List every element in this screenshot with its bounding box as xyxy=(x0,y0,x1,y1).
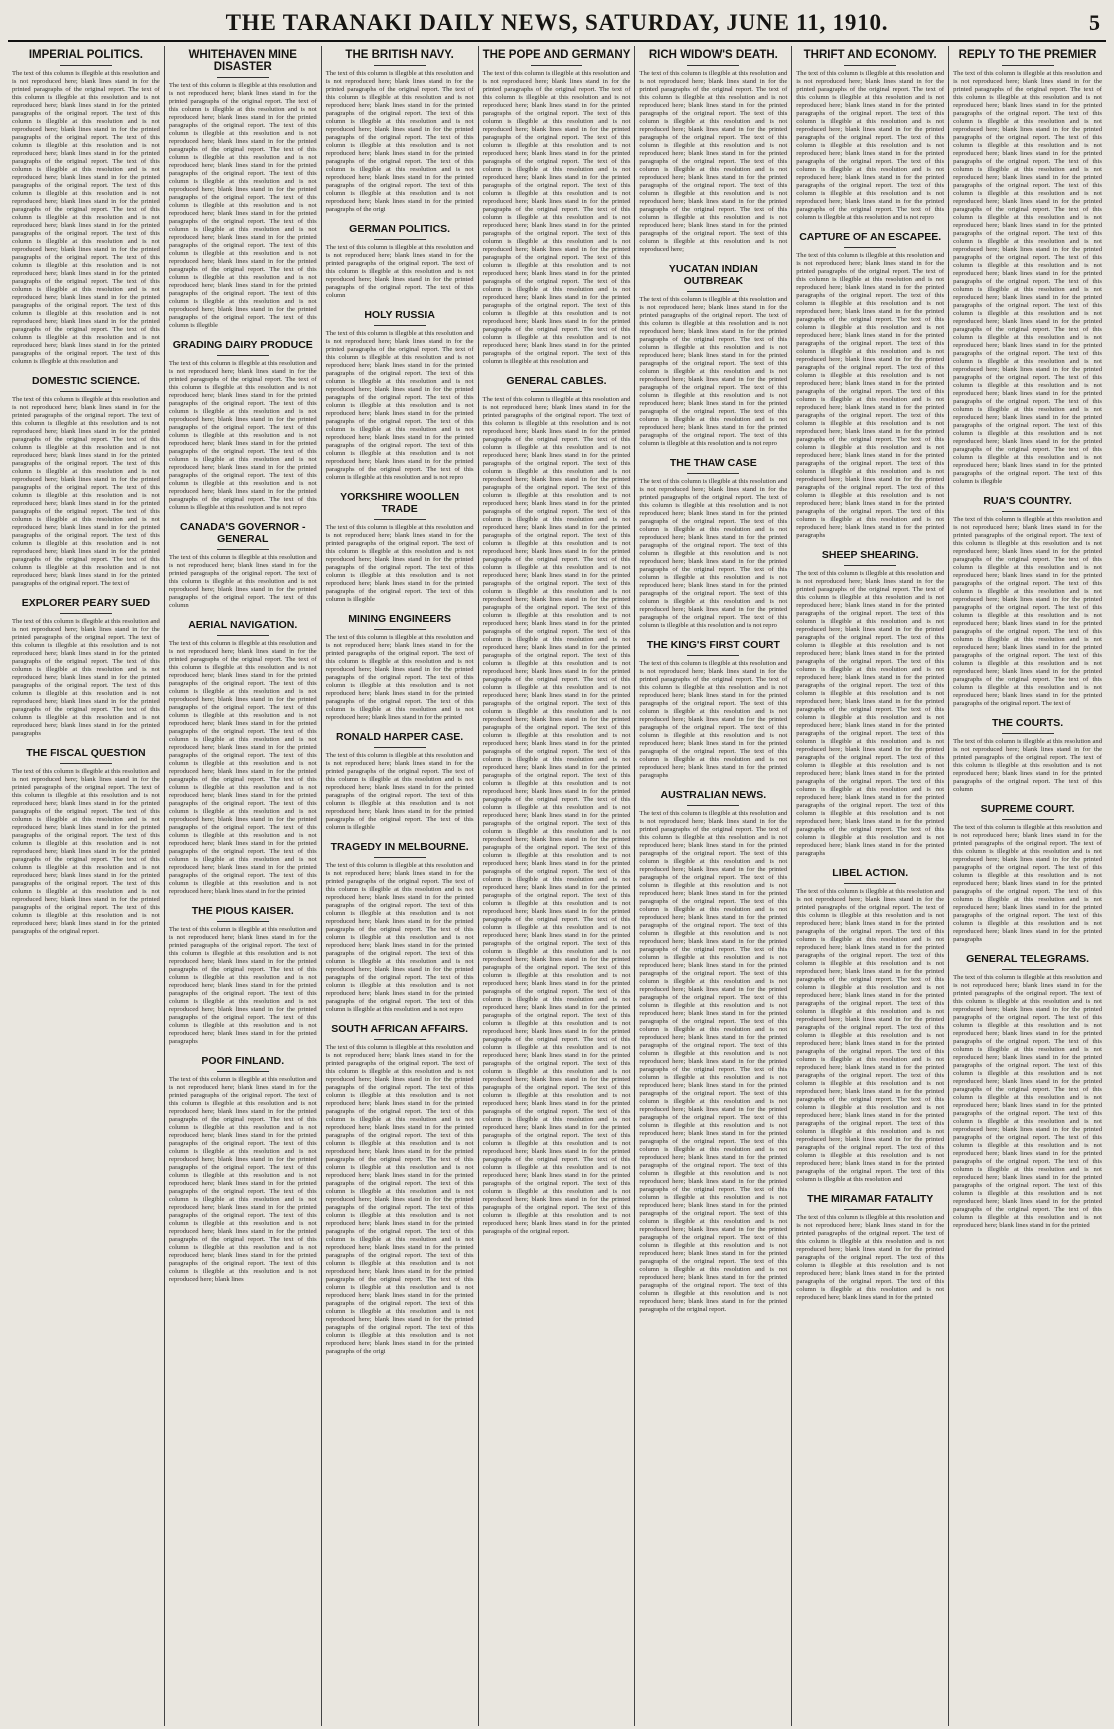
headline-rule xyxy=(844,883,896,884)
column-5 xyxy=(635,46,792,1726)
article xyxy=(169,521,317,610)
headline-rule xyxy=(687,291,739,292)
column-2 xyxy=(165,46,322,1726)
headline-rule xyxy=(374,325,426,326)
article xyxy=(326,731,474,832)
column-4 xyxy=(479,46,636,1726)
headline-rule xyxy=(1002,969,1054,970)
article-body-placeholder: The text of this column is illegible at this resolution and is not reproduced here; blank lines stand in for the printed paragraphs of the original report. The text of this column is illegible at this resolution and is not reproduced here; blank lines stand in for the printed paragraphs of the original report. The text of this column is illegible at this resolution and is not reproduced here; blank lines stand in for the printed paragraphs of the original report. The text of this column is illegible at this resolution and is not reproduced here; blank lines stand in for the printed paragraphs of the original report. The text of this column is illegible at this resolution and is not reproduced here; blank lines stand in for the printed paragraphs of the original report. The text of this column is illegible at this resolution and is not reproduced here; blank lines stand in for the printed paragraphs of the original report. The text of this column is illegible at this resolution and is not reproduced here; blank lines stand in for the printed paragraphs of the original report. The text of this column is illegible at this resolution and is not reproduced here; blank lines stand in for the printed paragraphs of the original report. The text of this column is illegible at this resolution and is not reproduced here; blank lines stand in for the printed paragraphs of the original report. The text of this column is illegible at this resolution and is not reproduced here; blank lines stand in for the printed paragraphs of the original report. The text of this column is illegible xyxy=(168,82,317,329)
article-headline: WHITEHAVEN MINE DISASTER xyxy=(188,49,297,73)
headline-rule xyxy=(374,519,426,520)
headline-rule xyxy=(374,629,426,630)
article-headline: IMPERIAL POLITICS. xyxy=(28,49,143,61)
headline-rule xyxy=(217,921,269,922)
article xyxy=(12,375,160,588)
article-headline: LIBEL ACTION. xyxy=(832,867,909,879)
headline-rule xyxy=(374,1039,426,1040)
article xyxy=(12,49,160,366)
article-body-placeholder: The text of this column is illegible at this resolution and is not reproduced here; blank lines stand in for the printed paragraphs of the original report. The text of this column is illegible at this resolution and is not reproduced here; blank lines stand in for the printed paragraphs of the original report. The text of this column is illegible at this resolution and is not reproduced here; blank lines stand in for the printed paragraphs of the original report. The text of this column is illegible at this resolution and is not reproduced here; blank lines stand in for the printed paragraphs of the original report. The text of this column is illegible at this resolution and is not reproduced here; blank lines stand in for the printed paragraphs of the original report. The text of this column is illegible at this resolution and is not reproduced here; blank lines stand in for the printed paragraphs of the original report. The text of this column is illegible at this resolution and is not repro xyxy=(325,330,474,481)
article xyxy=(326,1023,474,1356)
article-headline: EXPLORER PEARY SUED xyxy=(21,597,151,609)
article xyxy=(953,495,1102,708)
headline-rule xyxy=(1002,65,1054,66)
article-body-placeholder: The text of this column is illegible at this resolution and is not reproduced here; blank lines stand in for the printed paragraphs of the original report. The text of this column is illegible at this resolution and is not reproduced here; blank lines stand in for the printed paragraphs of the original report. The text of this column xyxy=(168,554,317,609)
headline-rule xyxy=(687,65,739,66)
article-headline: GENERAL CABLES. xyxy=(506,375,607,387)
article-body-placeholder: The text of this column is illegible at this resolution and is not reproduced here; blank lines stand in for the printed paragraphs of the original report. The text of this column is illegible at this resolution and is not reproduced here; blank lines stand in for the printed paragraphs of the original report. The text of this column is illegible at this resolution and is not reproduced here; blank lines stand in for the printed paragraphs of the original report. The text of this column is illegible at this resolution and is not reproduced here; blank lines stand in for the printed xyxy=(325,634,474,721)
headline-rule xyxy=(60,391,112,392)
article xyxy=(483,49,631,366)
article-headline: THE MIRAMAR FATALITY xyxy=(807,1193,934,1205)
column-7 xyxy=(949,46,1106,1726)
article xyxy=(169,619,317,896)
article-headline: AUSTRALIAN NEWS. xyxy=(660,789,767,801)
headline-rule xyxy=(60,763,112,764)
article xyxy=(326,309,474,482)
article-headline: GRADING DAIRY PRODUCE xyxy=(172,339,313,351)
article xyxy=(12,747,160,936)
headline-rule xyxy=(374,239,426,240)
article-headline: CANADA'S GOVERNOR - GENERAL xyxy=(179,521,306,545)
article xyxy=(326,613,474,722)
article xyxy=(639,639,787,780)
article xyxy=(639,457,787,630)
headline-rule xyxy=(217,355,269,356)
article xyxy=(796,1193,944,1302)
article-body-placeholder: The text of this column is illegible at this resolution and is not reproduced here; blank lines stand in for the printed paragraphs of the original report. The text of this column is illegible at this resolution and is not reproduced here; blank lines stand in for the printed paragraphs of the original report. The text of this column is illegible at this resolution and is not reproduced here; blank lines stand in for the printed paragraphs of the original report. The text of this column is illegible at this resolution and is not reproduced here; blank lines stand in for the printed paragraphs of the original report. The text of this column is illegible at this resolution and is not reproduced here; blank lines stand in for the printed paragraphs of the original report. The text of this column is illegible at this resolution and is not reproduced here; blank lines stand in for the printed paragraphs of the original report. The text of this column is illegible at this resolution and is not reproduced here; blank lines stand in for the printed paragraphs of the original report. The text of this column is illegible at this resolution and is not reproduced here; blank lines stand in for the printed paragraphs of the original report. The text of this column is illegible at this resolution and is not reproduced here; blank lines stand in for the printed paragraphs of the original report. The text of this column is illegible at this resolution and is not reproduced here; blank lines stand in for the printed paragraphs of the original report. The text of this column is illegible at this resolution and is not reproduced here; blank lines stand in for the printed xyxy=(953,974,1102,1229)
article-body-placeholder: The text of this column is illegible at this resolution and is not reproduced here; blank lines stand in for the printed paragraphs of the original report. The text of this column is illegible at this resolution and is not reproduced here; blank lines stand in for the printed paragraphs of the original report. The text of this column is illegible at this resolution and is not reproduced here; blank lines stand in for the printed paragraphs of the original report. The text of this column is illegible at this resolution and is not reproduced here; blank lines stand in for the printed paragraphs of the original report. The text of this column is illegible at this resolution and is not reproduced here; blank lines stand in for the printed paragraphs xyxy=(12,618,160,737)
headline-rule xyxy=(217,549,269,550)
headline-rule xyxy=(531,391,583,392)
article-headline: MINING ENGINEERS xyxy=(348,613,451,625)
article-headline: THE COURTS. xyxy=(991,717,1064,729)
article-headline: RUA'S COUNTRY. xyxy=(983,495,1072,507)
headline-rule xyxy=(844,247,896,248)
article-headline: GERMAN POLITICS. xyxy=(349,223,451,235)
page-number: 5 xyxy=(1089,10,1100,35)
article-headline: SUPREME COURT. xyxy=(980,803,1075,815)
article-body-placeholder: The text of this column is illegible at this resolution and is not reproduced here; blank lines stand in for the printed paragraphs of the original report. The text of this column is illegible at this resolution and is not reproduced here; blank lines stand in for the printed paragraphs of the original report. The text of this column is illegible at this resolution and is not reproduced here; blank lines stand in for the printed paragraphs of the original report. The text of this column is illegible at this resolution and is not reproduced here; blank lines stand in for the printed paragraphs of the original report. The text of this column is illegible at this resolution and is not reproduced here; blank lines stand in for the printed paragraphs of the original report. The text of this column is illegible at this resolution and is not reproduced here; blank lines stand in for the printed paragraphs of the original report. The text of this column is illegible at this resolution and is not reproduced here; blank lines stand in for the printed paragraphs of the original report. The text of this column is illegible at this resolution and is not reproduced here; blank lines stand in for the printed paragraphs of the original report. The text of xyxy=(12,396,160,587)
article-body-placeholder: The text of this column is illegible at this resolution and is not reproduced here; blank lines stand in for the printed paragraphs of the original report. The text of this column is illegible at this resolution and is not reproduced here; blank lines stand in for the printed paragraphs of the original report. The text of this column is illegible at this resolution and is not reproduced here; blank lines stand in for the printed paragraphs of the original report. The text of this column is illegible at this resolution and is not reproduced here; blank lines stand in for the printed paragraphs of the original report. The text of this column is illegible at this resolution and is not reproduced here; blank lines stand in for the printed paragraphs xyxy=(168,926,317,1045)
article-body-placeholder: The text of this column is illegible at this resolution and is not reproduced here; blank lines stand in for the printed paragraphs of the original report. The text of this column is illegible at this resolution and is not reproduced here; blank lines stand in for the printed paragraphs of the original report. The text of this column xyxy=(325,244,474,299)
article-body-placeholder: The text of this column is illegible at this resolution and is not reproduced here; blank lines stand in for the printed paragraphs of the original report. The text of this column is illegible at this resolution and is not reproduced here; blank lines stand in for the printed paragraphs of the original report. The text of this column is illegible at this resolution and is not reproduced here; blank lines stand in for the printed paragraphs of the original report. The text of this column is illegible at this resolution and is not reproduced here; blank lines stand in for the printed paragraphs of the original report. The text of this column is illegible at this resolution and is not reproduced here; blank lines stand in for the printed paragraphs of the original report. The text of this column is illegible at this resolution and is not reproduced here; blank lines stand in for the printed paragraphs of the original report. The text of this column is illegible at this resolution and is not repro xyxy=(325,862,474,1013)
article xyxy=(953,803,1102,944)
headline-rule xyxy=(60,613,112,614)
article xyxy=(639,263,787,448)
article-headline: SOUTH AFRICAN AFFAIRS. xyxy=(331,1023,469,1035)
article-headline: GENERAL TELEGRAMS. xyxy=(966,953,1090,965)
article-headline: THE BRITISH NAVY. xyxy=(345,49,454,61)
article-body-placeholder: The text of this column is illegible at this resolution and is not reproduced here; blank lines stand in for the printed paragraphs of the original report. The text of this column is illegible at this resolution and is not reproduced here; blank lines stand in for the printed paragraphs of the original report. The text of this column is illegible at this resolution and is not reproduced here; blank lines stand in for the printed paragraphs of the original report. The text of this column is illegible at this resolution and is not reproduced here; blank lines stand in for the printed xyxy=(796,1214,945,1301)
article-body-placeholder: The text of this column is illegible at this resolution and is not reproduced here; blank lines stand in for the printed paragraphs of the original report. The text of this column is illegible at this resolution and is not reproduced here; blank lines stand in for the printed paragraphs of the original report. The text of this column is illegible at this resolution and is not reproduced here; blank lines stand in for the printed paragraphs of the original report. The text of this column is illegible at this resolution and is not reproduced here; blank lines stand in for the printed paragraphs of the original report. The text of this column is illegible at this resolution and is not reproduced here; blank lines stand in for the printed paragraphs of the original report. The text of this column is illegible at this resolution and is not reproduced here; blank lines stand in for the printed paragraphs of the original report. The text of this column is illegible at this resolution and is not reproduced here; blank lines stand in for the printed paragraphs of the original report. The text of this column is illegible at this resolution and is not reproduced here; blank lines stand in for the printed paragraphs of the original report. The text of this column is illegible at this resolution and is not reproduced here; blank lines stand in for the printed paragraphs of the original report. The text of this column is illegible at this resolution and is not reproduced here; blank lines stand in for the printed paragraphs of the original report. The text of this column is illegible at this resolution and is not reproduced here; blank lines stand in for the printed paragraphs of the original report. The text of this column is illegible at this resolution and is not reproduced here; blank lines stand in for the printed paragraphs xyxy=(796,570,945,857)
article-headline: RICH WIDOW'S DEATH. xyxy=(648,49,778,61)
column-grid xyxy=(8,46,1106,1726)
headline-rule xyxy=(687,473,739,474)
column-6 xyxy=(792,46,949,1726)
article xyxy=(169,1055,317,1284)
headline-rule xyxy=(374,65,426,66)
headline-rule xyxy=(687,805,739,806)
article xyxy=(326,49,474,214)
article xyxy=(12,597,160,738)
article-headline: SHEEP SHEARING. xyxy=(821,549,919,561)
article-body-placeholder: The text of this column is illegible at this resolution and is not reproduced here; blank lines stand in for the printed paragraphs of the original report. The text of this column is illegible at this resolution and is not reproduced here; blank lines stand in for the printed paragraphs of the original report. The text of this column is illegible at this resolution and is not reproduced here; blank lines stand in for the printed paragraphs of the original report. The text of this column is illegible at this resolution and is not reproduced here; blank lines stand in for the printed paragraphs of the original report. The text of this column is illegible at this resolution and is not reproduced here; blank lines stand in for the printed paragraphs of the original report. The text of this column is illegible at this resolution and is not reproduced here; blank lines stand in for the printed paragraphs of the original report. The text of this column is illegible at this resolution and is not repro xyxy=(168,360,317,511)
article xyxy=(953,953,1102,1230)
article-body-placeholder: The text of this column is illegible at this resolution and is not reproduced here; blank lines stand in for the printed paragraphs of the original report. The text of this column is illegible at this resolution and is not reproduced here; blank lines stand in for the printed paragraphs of the original report. The text of this column is illegible at this resolution and is not reproduced here; blank lines stand in for the printed paragraphs of the original report. The text of this column is illegible at this resolution and is not reproduced here; blank lines stand in for the printed paragraphs of the original report. The text of this column is illegible at this resolution and is not reproduced here; blank lines stand in for the printed paragraphs of the original report. The text of this column is illegible at this resolution and is not reproduced here; blank lines stand in for the printed paragraphs of the original report. The text of this column is illegible at this resolution and is not reproduced here; blank lines stand in for the printed paragraphs of the original report. The text of this column is illegible at this resolution and is not reproduced here; blank lines stand in for the printed paragraphs of the original report. The text of this column is illegible at this resolution and is not reproduced here; blank lines stand in for the printed paragraphs of the original report. The text of this column is illegible at this resolution and is not reproduced here; blank lines stand in for the printed paragraphs of the original report. The text of this column is illegible at this resolution and is not reproduced here; blank lines stand in for the printed paragraphs of the original report. The text of this column is illegible at this resolution and is not reproduced here; blank lines stand in for the printed paragraphs of the original report. The text of this column is illegible at this resolution and is not reproduced here; blank lines stand in for the printed paragraphs of the origi xyxy=(325,1044,474,1355)
article xyxy=(169,49,317,330)
article-headline: RONALD HARPER CASE. xyxy=(336,731,464,743)
headline-rule xyxy=(217,1071,269,1072)
article-body-placeholder: The text of this column is illegible at this resolution and is not reproduced here; blank lines stand in for the printed paragraphs of the original report. The text of this column is illegible at this resolution and is not reproduced here; blank lines stand in for the printed paragraphs of the original report. The text of this column is illegible at this resolution and is not reproduced here; blank lines stand in for the printed paragraphs of the original report. The text of this column is illegible at this resolution and is not reproduced here; blank lines stand in for the printed paragraphs of the original report. The text of this column is illegible at this resolution and is not reproduced here; blank lines stand in for the printed paragraphs of the original report. The text of this column is illegible at this resolution and is not reproduced here; blank lines stand in for the printed paragraphs of the original report. The text of this column is illegible at this resolution and is not reproduced here; blank lines stand in for the printed paragraphs of the original report. The text of this column is illegible at this resolution and is not reproduced here; blank lines stand in for the printed paragraphs of the original report. The text of this column is illegible at this resolution and is not reproduced here; blank lines stand in for the printed paragraphs of the original report. The text of this column is illegible at this resolution and is not reproduced here; blank lines stand in for the printed paragraphs of the original report. The text of this column is illegible at this resolution and is not reproduced here; blank lines stand in for the printed paragraphs of the original report. The text of this column is illegible at this resolution and is not reproduced here; blank lines stand in for the printed paragraphs xyxy=(796,252,945,539)
headline-rule xyxy=(60,65,112,66)
article-headline: HOLY RUSSIA xyxy=(364,309,435,321)
article-body-placeholder: The text of this column is illegible at this resolution and is not reproduced here; blank lines stand in for the printed paragraphs of the original report. The text of this column is illegible at this resolution and is not reproduced here; blank lines stand in for the printed paragraphs of the original report. The text of this column is illegible at this resolution and is not reproduced here; blank lines stand in for the printed paragraphs of the original report. The text of this column is illegible at this resolution and is not reproduced here; blank lines stand in for the printed paragraphs of the original report. The text of this column is illegible at this resolution and is not reproduced here; blank lines stand in for the printed paragraphs of the original report. The text of this column is illegible at this resolution and is not reproduced here; blank lines stand in for the printed paragraphs of the original report. The text of this column is illegible at this resolution and is not reproduced here; blank lines stand in for the printed paragraphs of the original report. The text of this column is illegible at this resolution and is not reproduced here; blank lines stand in for the printed paragraphs of the original report. The text of this column is illegible at this resolution and is not reproduced here; blank lines stand in for the printed paragraphs of the original report. The text of this column is illegible at this resolution and is not reproduced here; blank lines stand in for the printed paragraphs of the original report. The text of this column is illegible at this resolution and is not reproduced here; blank lines stand in for the printed paragraphs of the original report. The text of this column is illegible at this resolution and is not reproduced here; blank lines stand in for the printed paragraphs of the original report. The text of this column is illegible at this resolution and xyxy=(12,70,160,365)
article-body-placeholder: The text of this column is illegible at this resolution and is not reproduced here; blank lines stand in for the printed paragraphs of the original report. The text of this column is illegible at this resolution and is not reproduced here; blank lines stand in for the printed paragraphs of the original report. The text of this column is illegible at this resolution and is not reproduced here; blank lines stand in for the printed paragraphs of the original report. The text of this column is illegible at this resolution and is not reproduced here; blank lines stand in for the printed paragraphs of the original report. The text of this column is illegible at this resolution and is not reproduced here; blank lines stand in for the printed paragraphs of the original report. The text of this column is illegible at this resolution and is not reproduced here; blank lines stand in for the printed paragraphs of the original report. The text of this column is illegible at this resolution and is not reproduced here; blank lines stand in for the printed paragraphs of the original report. The text of this column is illegible at this resolution and is not reproduced here; blank lines stand in for the printed paragraphs of the original report. The text of this column is illegible at this resolution and is not reproduced here; blank lines xyxy=(168,1076,317,1283)
headline-rule xyxy=(1002,511,1054,512)
article-body-placeholder: The text of this column is illegible at this resolution and is not reproduced here; blank lines stand in for the printed paragraphs of the original report. The text of this column is illegible at this resolution and is not reproduced here; blank lines stand in for the printed paragraphs of the original report. The text of this column is illegible at this resolution and is not reproduced here; blank lines stand in for the printed paragraphs of the original report. The text of this column is illegible at this resolution and is not reproduced here; blank lines stand in for the printed paragraphs of the original report. The text of this column is illegible at this resolution and is not reproduced here; blank lines stand in for the printed paragraphs of the original report. The text of this column is illegible at this resolution and is not reproduced here; blank lines stand in for the printed paragraphs of the original report. The text of this column is illegible at this resolution and is not reproduced here; blank lines stand in for the printed paragraphs of the original report. The text of this column is illegible at this resolution and is not reproduced here; blank lines stand in for the printed paragraphs of the original report. The text of xyxy=(953,516,1102,707)
headline-rule xyxy=(531,65,583,66)
article-body-placeholder: The text of this column is illegible at this resolution and is not reproduced here; blank lines stand in for the printed paragraphs of the original report. The text of this column is illegible at this resolution and is not reproduced here; blank lines stand in for the printed paragraphs of the original report. The text of this column is illegible at this resolution and is not reproduced here; blank lines stand in for the printed paragraphs of the original report. The text of this column is illegible xyxy=(325,524,474,603)
article xyxy=(796,49,944,222)
article-body-placeholder: The text of this column is illegible at this resolution and is not reproduced here; blank lines stand in for the printed paragraphs of the original report. The text of this column is illegible at this resolution and is not reproduced here; blank lines stand in for the printed paragraphs of the original report. The text of this column is illegible at this resolution and is not reproduced here; blank lines stand in for the printed paragraphs of the original report. The text of this column is illegible at this resolution and is not reproduced here; blank lines stand in for the printed paragraphs of the original report. The text of this column is illegible at this resolution and is not reproduced here; blank lines stand in for the printed paragraphs xyxy=(953,824,1102,943)
article-body-placeholder: The text of this column is illegible at this resolution and is not reproduced here; blank lines stand in for the printed paragraphs of the original report. The text of this column is illegible at this resolution and is not reproduced here; blank lines stand in for the printed paragraphs of the original report. The text of this column is illegible at this resolution and is not reproduced here; blank lines stand in for the printed paragraphs of the original report. The text of this column is illegible at this resolution and is not reproduced here; blank lines stand in for the printed paragraphs of the original report. The text of this column is illegible at this resolution and is not reproduced here; blank lines stand in for the printed paragraphs of the original report. The text of this column is illegible at this resolution and is not reproduced here; blank lines stand in for the printed paragraphs of the original report. The text of this column is illegible at this resolution and is not reproduced here; blank lines stand in for the printed paragraphs of the original report. xyxy=(12,768,160,935)
article-body-placeholder: The text of this column is illegible at this resolution and is not reproduced here; blank lines stand in for the printed paragraphs of the original report. The text of this column is illegible at this resolution and is not reproduced here; blank lines stand in for the printed paragraphs of the original report. The text of this column is illegible at this resolution and is not reproduced here; blank lines stand in for the printed paragraphs of the original report. The text of this column is illegible at this resolution and is not reproduced here; blank lines stand in for the printed paragraphs of the original report. The text of this column is illegible at this resolution and is not reproduced here; blank lines stand in for the printed paragraphs of the original report. The text of this column is illegible at this resolution and is not reproduced here; blank lines stand in for the printed paragraphs of the original report. The text of this column is illegible at this resolution and is not reproduced here; blank lines stand in for the printed paragraphs of the original report. The text of this column is illegible at this resolution and is not reproduced here; blank lines stand in for the printed paragraphs of the original report. The text of this column is illegible at this resolution and is not reproduced here; blank lines stand in for the printed paragraphs of the original report. The text of this column is illegible at this resolution and is not reproduced here; blank lines stand in for the printed paragraphs of the original report. The text of this column is illegible at this resolution and is not reproduced here; blank lines stand in for the printed paragraphs of the original report. The text of this column is illegible at this resolution and is not reproduced here; blank lines stand in for the printed paragraphs of the original report. The text of this column is illegible at this resolution and is not reproduced here; blank lines stand in for the printed paragraphs of the original report. The text of this column is illegible at this resolution and is not reproduced here; blank lines stand in for the printed paragraphs of the original report. The text of this column is illegible at this resolution and is not reproduced here; blank lines stand in for the printed paragraphs of the original report. The text of this column is illegible at this resolution and is not reproduced here; blank lines stand in for the printed paragraphs of the original report. The text of this column is illegible at this resolution and is not reproduced here; blank lines stand in for the printed paragraphs of the original report. The text of this column is illegible at this resolution and is not reproduced here; blank lines stand in for the printed paragraphs of the original report. The text of this column is illegible at this resolution and is not reproduced here; blank lines stand in for the printed paragraphs of the original report. The text of this column is illegible at this resolution and is not reproduced here; blank lines stand in for the printed paragraphs of the original report. The text of this column is illegible at this resolution and is not reproduced here; blank lines stand in for the printed paragraphs of the original report. xyxy=(639,810,788,1313)
headline-rule xyxy=(217,77,269,78)
article xyxy=(953,49,1102,486)
article-body-placeholder: The text of this column is illegible at this resolution and is not reproduced here; blank lines stand in for the printed paragraphs of the original report. The text of this column is illegible at this resolution and is not reproduced here; blank lines stand in for the printed paragraphs of the original report. The text of this column is illegible at this resolution and is not reproduced here; blank lines stand in for the printed paragraphs of the original report. The text of this column is illegible at this resolution and is not reproduced here; blank lines stand in for the printed paragraphs of the original report. The text of this column is illegible at this resolution and is not reproduced here; blank lines stand in for the printed paragraphs of the original report. The text of this column is illegible at this resolution and is not reproduced here; blank lines stand in for the printed paragraphs of the origi xyxy=(325,70,474,213)
article-headline: YORKSHIRE WOOLLEN TRADE xyxy=(340,491,460,515)
article-body-placeholder: The text of this column is illegible at this resolution and is not reproduced here; blank lines stand in for the printed paragraphs of the original report. The text of this column is illegible at this resolution and is not reproduced here; blank lines stand in for the printed paragraphs of the original report. The text of this column is illegible at this resolution and is not reproduced here; blank lines stand in for the printed paragraphs of the original report. The text of this column is illegible xyxy=(325,752,474,831)
headline-rule xyxy=(217,635,269,636)
article-body-placeholder: The text of this column is illegible at this resolution and is not reproduced here; blank lines stand in for the printed paragraphs of the original report. The text of this column is illegible at this resolution and is not reproduced here; blank lines stand in for the printed paragraphs of the original report. The text of this column is illegible at this resolution and is not reproduced here; blank lines stand in for the printed paragraphs of the original report. The text of this column is illegible at this resolution and is not reproduced here; blank lines stand in for the printed paragraphs of the original report. The text of this column is illegible at this resolution and is not reproduced here; blank lines stand in for the printed paragraphs of the original report. The text of this column is illegible at this resolution and is not reproduced here; blank lines stand in for the printed paragraphs of the original report. The text of this column is illegible at this resolution and is not repro xyxy=(639,296,788,447)
column-3 xyxy=(322,46,479,1726)
article-body-placeholder: The text of this column is illegible at this resolution and is not reproduced here; blank lines stand in for the printed paragraphs of the original report. The text of this column is illegible at this resolution and is not reproduced here; blank lines stand in for the printed paragraphs of the original report. The text of this column is illegible at this resolution and is not reproduced here; blank lines stand in for the printed paragraphs of the original report. The text of this column is illegible at this resolution and is not reproduced here; blank lines stand in for the printed paragraphs of the original report. The text of this column is illegible at this resolution and is not reproduced here; blank lines stand in for the printed paragraphs of the original report. The text of this column is illegible at this resolution and is not reproduced here; blank lines stand in for the printed paragraphs of the original report. The text of this column is illegible at this resolution and is not reproduced here; blank lines stand in for the printed paragraphs of the original report. The text of this column is illegible at this resolution and is not reproduced here; blank lines stand in for the printed paragraphs of the original report. The text of this column is illegible at this resolution and is not reproduced here; blank lines stand in for the printed paragraphs of the original report. The text of this column is illegible at this resolution and is not reproduced here; blank lines stand in for the printed paragraphs of the original report. The text of this column is illegible at this resolution and is not reproduced here; blank lines stand in for the printed paragraphs of the original report. The text of this column is illegible at this resolution and is not reproduced here; blank lines stand in for the printed paragraphs of the original report. The text of this column is illegible at this resolution and is not reproduced here; blank lines stand in for the printed paragraphs of the original report. The text of this column is illegible at this resolution and is not reproduced here; blank lines stand in for the printed paragraphs of the original report. The text of this column is illegible at this resolution and is not reproduced here; blank lines stand in for the printed paragraphs of the original report. The text of this column is illegible at this resolution and is not reproduced here; blank lines stand in for the printed paragraphs of the original report. The text of this column is illegible at this resolution and is not reproduced here; blank lines stand in for the printed paragraphs of the original report. The text of this column is illegible at this resolution and is not reproduced here; blank lines stand in for the printed paragraphs of the original report. The text of this column is illegible at this resolution and is not reproduced here; blank lines stand in for the printed paragraphs of the original report. The text of this column is illegible at this resolution and is not reproduced here; blank lines stand in for the printed paragraphs of the original report. The text of this column is illegible at this resolution and is not reproduced here; blank lines stand in for the printed paragraphs of the original report. The text of this column is illegible at this resolution and is not reproduced here; blank lines stand in for the printed paragraphs of the original report. The text of this column is illegible at this resolution and is not reproduced here; blank lines stand in for the printed paragraphs of the original report. The text of this column is illegible at this resolution and is not reproduced here; blank lines stand in for the printed paragraphs of the original report. The text of this column is illegible at this resolution and is not reproduced here; blank lines stand in for the printed paragraphs of the original report. The text of this column is illegible at this resolution and is not reproduced here; blank lines stand in for the printed paragraphs of the original report. The text of this column is illegible at this resolution and is not reproduced here; blank lines stand in for the printed paragraphs of the original report. The text of this column is illegible at this resolution and is not reproduced here; blank lines stand in for the printed paragraphs of the original report. The text of this column is illegible at this resolution and is not reproduced here; blank lines stand in for the printed paragraphs of the original report. The text of this column is illegible at this resolution and is not reproduced here; blank lines stand in for the printed paragraphs of the original report. The text of this column is illegible at this resolution and is not reproduced here; blank lines stand in for the printed paragraphs of the original report. The text of this column is illegible at this resolution and is not reproduced here; blank lines stand in for the printed paragraphs of the original report. The text of this column is illegible at this resolution and is not reproduced here; blank lines stand in for the printed paragraphs of the original report. The text of this column is illegible at this resolution and is not reproduced here; blank lines stand in for the printed paragraphs of the original report. The text of this column is illegible at this resolution and is not reproduced here; blank lines stand in for the printed paragraphs of the original report. xyxy=(482,396,631,1235)
article-headline: CAPTURE OF AN ESCAPEE. xyxy=(799,231,942,243)
article-body-placeholder: The text of this column is illegible at this resolution and is not reproduced here; blank lines stand in for the printed paragraphs of the original report. The text of this column is illegible at this resolution and is not reproduced here; blank lines stand in for the printed paragraphs of the original report. The text of this column is illegible at this resolution and is not reproduced here; blank lines stand in for the printed paragraphs of the original report. The text of this column is illegible at this resolution and is not reproduced here; blank lines stand in for the printed paragraphs of the original report. The text of this column is illegible at this resolution and is not reproduced here; blank lines stand in for the printed paragraphs of the original report. The text of this column is illegible at this resolution and is not reproduced here; blank lines stand in for the printed paragraphs of the original report. The text of this column is illegible at this resolution and is not repro xyxy=(639,478,788,629)
masthead-title: THE TARANAKI DAILY NEWS, SATURDAY, JUNE 11, 1910. xyxy=(225,10,889,35)
article xyxy=(169,905,317,1046)
article-headline: THE FISCAL QUESTION xyxy=(26,747,146,759)
article xyxy=(796,549,944,858)
article xyxy=(953,717,1102,794)
headline-rule xyxy=(844,65,896,66)
article xyxy=(326,223,474,300)
article xyxy=(796,867,944,1184)
article-body-placeholder: The text of this column is illegible at this resolution and is not reproduced here; blank lines stand in for the printed paragraphs of the original report. The text of this column is illegible at this resolution and is not reproduced here; blank lines stand in for the printed paragraphs of the original report. The text of this column is illegible at this resolution and is not reproduced here; blank lines stand in for the printed paragraphs of the original report. The text of this column is illegible at this resolution and is not reproduced here; blank lines stand in for the printed paragraphs of the original report. The text of this column is illegible at this resolution and is not reproduced here; blank lines stand in for the printed paragraphs of the original report. The text of this column is illegible at this resolution and is not reproduced here; blank lines stand in for the printed paragraphs of the original report. The text of this column is illegible at this resolution and is not reproduced here; blank lines stand in for the printed paragraphs of the original report. The text of this column is illegible at this resolution and is not reproduced here; blank lines stand in for the printed paragraphs of the original report. The text of this column is illegible at this resolution and is not reproduced here; blank lines stand in for the printed paragraphs of the original report. The text of this column is illegible at this resolution and is not reproduced here; blank lines stand in for the printed paragraphs of the original report. The text of this column is illegible at this resolution and is not reproduced here; blank lines stand in for the printed xyxy=(168,640,317,895)
article-body-placeholder: The text of this column is illegible at this resolution and is not reproduced here; blank lines stand in for the printed paragraphs of the original report. The text of this column is illegible at this resolution and is not reproduced here; blank lines stand in for the printed paragraphs of the original report. The text of this column is illegible at this resolution and is not reproduced here; blank lines stand in for the printed paragraphs of the original report. The text of this column is illegible at this resolution and is not reproduced here; blank lines stand in for the printed paragraphs of the original report. The text of this column is illegible at this resolution and is not reproduced here; blank lines stand in for the printed paragraphs of the original report. The text of this column is illegible at this resolution and is not reproduced here; blank lines stand in for the printed paragraphs of the original report. The text of this column is illegible at this resolution and is not reproduced here; blank lines stand in for the printed paragraphs of the original report. The text of this column is illegible at this resolution and is not reproduced here; blank lines stand in for the printed paragraphs of the original report. The text of this column is illegible at this resolution and is not reproduced here; blank lines stand in for the printed paragraphs of the original report. The text of this column is illegible at this resolution and is not reproduced here; blank lines stand in for the printed paragraphs of the original report. The text of this column is illegible at this resolution and is not reproduced here; blank lines stand in for the printed paragraphs of the original report. The text of this column is illegible at this resolution and is not reproduced here; blank lines stand in for the printed paragraphs of the original report. The text of this column is illegible at this resolution and xyxy=(482,70,631,365)
headline-rule xyxy=(844,1209,896,1210)
article-body-placeholder: The text of this column is illegible at this resolution and is not reproduced here; blank lines stand in for the printed paragraphs of the original report. The text of this column is illegible at this resolution and is not reproduced here; blank lines stand in for the printed paragraphs of the original report. The text of this column xyxy=(953,738,1102,793)
headline-rule xyxy=(844,565,896,566)
article-headline: THE THAW CASE xyxy=(669,457,757,469)
article-headline: THE KING'S FIRST COURT xyxy=(646,639,780,651)
article-body-placeholder: The text of this column is illegible at this resolution and is not reproduced here; blank lines stand in for the printed paragraphs of the original report. The text of this column is illegible at this resolution and is not reproduced here; blank lines stand in for the printed paragraphs of the original report. The text of this column is illegible at this resolution and is not reproduced here; blank lines stand in for the printed paragraphs of the original report. The text of this column is illegible at this resolution and is not reproduced here; blank lines stand in for the printed paragraphs of the original report. The text of this column is illegible at this resolution and is not reproduced here; blank lines stand in for the printed paragraphs xyxy=(639,660,788,779)
article xyxy=(639,49,787,254)
article-headline: REPLY TO THE PREMIER xyxy=(958,49,1097,61)
article-headline: THRIFT AND ECONOMY. xyxy=(803,49,937,61)
article-body-placeholder: The text of this column is illegible at this resolution and is not reproduced here; blank lines stand in for the printed paragraphs of the original report. The text of this column is illegible at this resolution and is not reproduced here; blank lines stand in for the printed paragraphs of the original report. The text of this column is illegible at this resolution and is not reproduced here; blank lines stand in for the printed paragraphs of the original report. The text of this column is illegible at this resolution and is not reproduced here; blank lines stand in for the printed paragraphs of the original report. The text of this column is illegible at this resolution and is not reproduced here; blank lines stand in for the printed paragraphs of the original report. The text of this column is illegible at this resolution and is not reproduced here; blank lines stand in for the printed paragraphs of the original report. The text of this column is illegible at this resolution and is not reproduced here; blank lines stand in for the printed paragraphs of the original report. The text of this column is illegible at this resolution and is not reproduced here; blank lines stand in for the printed paragraphs of the original report. The text of this column is illegible at this resolution and is not reproduced here; blank lines stand in for the printed paragraphs of the original report. The text of this column is illegible at this resolution and is not reproduced here; blank lines stand in for the printed paragraphs of the original report. The text of this column is illegible at this resolution and is not reproduced here; blank lines stand in for the printed paragraphs of the original report. The text of this column is illegible at this resolution and is not reproduced here; blank lines stand in for the printed paragraphs of the original report. The text of this column is illegible at this resolution and xyxy=(796,888,945,1183)
article-headline: THE POPE AND GERMANY xyxy=(482,49,631,61)
article-body-placeholder: The text of this column is illegible at this resolution and is not reproduced here; blank lines stand in for the printed paragraphs of the original report. The text of this column is illegible at this resolution and is not reproduced here; blank lines stand in for the printed paragraphs of the original report. The text of this column is illegible at this resolution and is not reproduced here; blank lines stand in for the printed paragraphs of the original report. The text of this column is illegible at this resolution and is not reproduced here; blank lines stand in for the printed paragraphs of the original report. The text of this column is illegible at this resolution and is not reproduced here; blank lines stand in for the printed paragraphs of the original report. The text of this column is illegible at this resolution and is not reproduced here; blank lines stand in for the printed paragraphs of the original report. The text of this column is illegible at this resolution and is not repro xyxy=(796,70,945,221)
masthead xyxy=(8,6,1106,42)
column-1 xyxy=(8,46,165,1726)
article xyxy=(326,491,474,604)
article-headline: YUCATAN INDIAN OUTBREAK xyxy=(668,263,758,287)
headline-rule xyxy=(1002,819,1054,820)
article-body-placeholder: The text of this column is illegible at this resolution and is not reproduced here; blank lines stand in for the printed paragraphs of the original report. The text of this column is illegible at this resolution and is not reproduced here; blank lines stand in for the printed paragraphs of the original report. The text of this column is illegible at this resolution and is not reproduced here; blank lines stand in for the printed paragraphs of the original report. The text of this column is illegible at this resolution and is not reproduced here; blank lines stand in for the printed paragraphs of the original report. The text of this column is illegible at this resolution and is not reproduced here; blank lines stand in for the printed paragraphs of the original report. The text of this column is illegible at this resolution and is not reproduced here; blank lines stand in for the printed paragraphs of the original report. The text of this column is illegible at this resolution and is not reproduced here; blank lines stand in for the printed paragraphs of the original report. The text of this column is illegible at this resolution and is not reproduced here; xyxy=(639,70,788,253)
article xyxy=(639,789,787,1314)
article-headline: TRAGEDY IN MELBOURNE. xyxy=(330,841,469,853)
headline-rule xyxy=(687,655,739,656)
article xyxy=(326,841,474,1014)
article-headline: THE PIOUS KAISER. xyxy=(191,905,294,917)
article xyxy=(796,231,944,540)
headline-rule xyxy=(1002,733,1054,734)
article-headline: AERIAL NAVIGATION. xyxy=(188,619,298,631)
headline-rule xyxy=(374,747,426,748)
article-headline: POOR FINLAND. xyxy=(201,1055,285,1067)
article xyxy=(169,339,317,512)
article-body-placeholder: The text of this column is illegible at this resolution and is not reproduced here; blank lines stand in for the printed paragraphs of the original report. The text of this column is illegible at this resolution and is not reproduced here; blank lines stand in for the printed paragraphs of the original report. The text of this column is illegible at this resolution and is not reproduced here; blank lines stand in for the printed paragraphs of the original report. The text of this column is illegible at this resolution and is not reproduced here; blank lines stand in for the printed paragraphs of the original report. The text of this column is illegible at this resolution and is not reproduced here; blank lines stand in for the printed paragraphs of the original report. The text of this column is illegible at this resolution and is not reproduced here; blank lines stand in for the printed paragraphs of the original report. The text of this column is illegible at this resolution and is not reproduced here; blank lines stand in for the printed paragraphs of the original report. The text of this column is illegible at this resolution and is not reproduced here; blank lines stand in for the printed paragraphs of the original report. The text of this column is illegible at this resolution and is not reproduced here; blank lines stand in for the printed paragraphs of the original report. The text of this column is illegible at this resolution and is not reproduced here; blank lines stand in for the printed paragraphs of the original report. The text of this column is illegible at this resolution and is not reproduced here; blank lines stand in for the printed paragraphs of the original report. The text of this column is illegible at this resolution and is not reproduced here; blank lines stand in for the printed paragraphs of the original report. The text of this column is illegible at this resolution and is not reproduced here; blank lines stand in for the printed paragraphs of the original report. The text of this column is illegible at this resolution and is not reproduced here; blank lines stand in for the printed paragraphs of the original report. The text of this column is illegible at this resolution and is not reproduced here; blank lines stand in for the printed paragraphs of the original report. The text of this column is illegible at this resolution and is not reproduced here; blank lines stand in for the printed paragraphs of the original report. The text of this column is illegible at this resolution and is not reproduced here; blank lines stand in for the printed paragraphs of the original report. The text of this column is illegible xyxy=(953,70,1102,485)
article xyxy=(483,375,631,1236)
article-headline: DOMESTIC SCIENCE. xyxy=(31,375,140,387)
headline-rule xyxy=(374,857,426,858)
